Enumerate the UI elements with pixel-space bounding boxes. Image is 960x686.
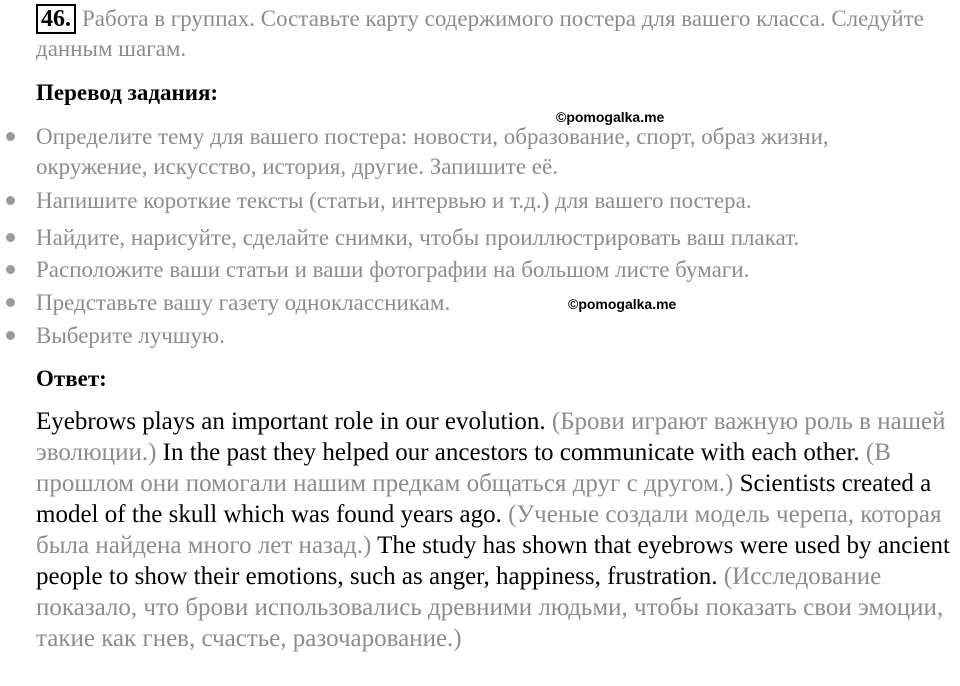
list-item (36, 186, 936, 216)
answer-sentence-ru: (Брови играют важную роль в нашей эволюции.) (36, 408, 946, 466)
list-item (36, 255, 936, 285)
step-text: Напишите короткие тексты (статьи, интервью и т.д.) для вашего постера. (36, 188, 752, 213)
task-number: 46. (36, 4, 76, 34)
answer-sentence-ru: (Исследование показало, что брови использовались древними людьми, чтобы показать свои эмоции, такие как гнев, счастье, разочарование.) (36, 563, 944, 652)
list-item (36, 321, 936, 351)
bullet-icon (6, 233, 15, 242)
task-text: Работа в группах. Составьте карту содержимого постера для вашего класса. Следуйте данным шагам. (36, 6, 924, 61)
step-text: Определите тему для вашего постера: новости, образование, спорт, образ жизни, окружение, искусство, история, другие. Запишите её. (36, 124, 829, 179)
answer-sentence-en: Scientists created a model of the skull which was found years ago. (36, 470, 932, 528)
translation-heading: Перевод задания: (36, 80, 219, 105)
step-text: Расположите ваши статьи и ваши фотографии на большом листе бумаги. (36, 257, 750, 282)
bullet-icon (6, 132, 15, 141)
list-item (36, 122, 936, 182)
bullet-icon (6, 298, 15, 307)
answer-text (36, 406, 960, 654)
step-text: Найдите, нарисуйте, сделайте снимки, чтобы проиллюстрировать ваш плакат. (36, 225, 800, 250)
bullet-icon (6, 265, 15, 274)
step-text: Выберите лучшую. (36, 323, 225, 348)
answer-sentence-en: Eyebrows plays an important role in our evolution. (36, 408, 546, 435)
answer-sentence-ru: (Ученые создали модель черепа, которая была найдена много лет назад.) (36, 501, 942, 559)
answer-heading: Ответ: (36, 366, 107, 391)
task-statement (36, 4, 936, 64)
answer-sentence-en: In the past they helped our ancestors to communicate with each other. (162, 439, 860, 466)
watermark: ©pomogalka.me (568, 296, 677, 312)
bullet-icon (6, 196, 15, 205)
step-text: Представьте вашу газету одноклассникам. (36, 290, 451, 315)
list-item (36, 288, 936, 318)
answer-sentence-en: The study has shown that eyebrows were used by ancient people to show their emotions, such as anger, happiness, frustration. (36, 532, 950, 590)
watermark: ©pomogalka.me (556, 109, 665, 125)
bullet-icon (6, 331, 15, 340)
answer-sentence-ru: (В прошлом они помогали нашим предкам общаться друг с другом.) (36, 439, 891, 497)
list-item (36, 223, 936, 253)
